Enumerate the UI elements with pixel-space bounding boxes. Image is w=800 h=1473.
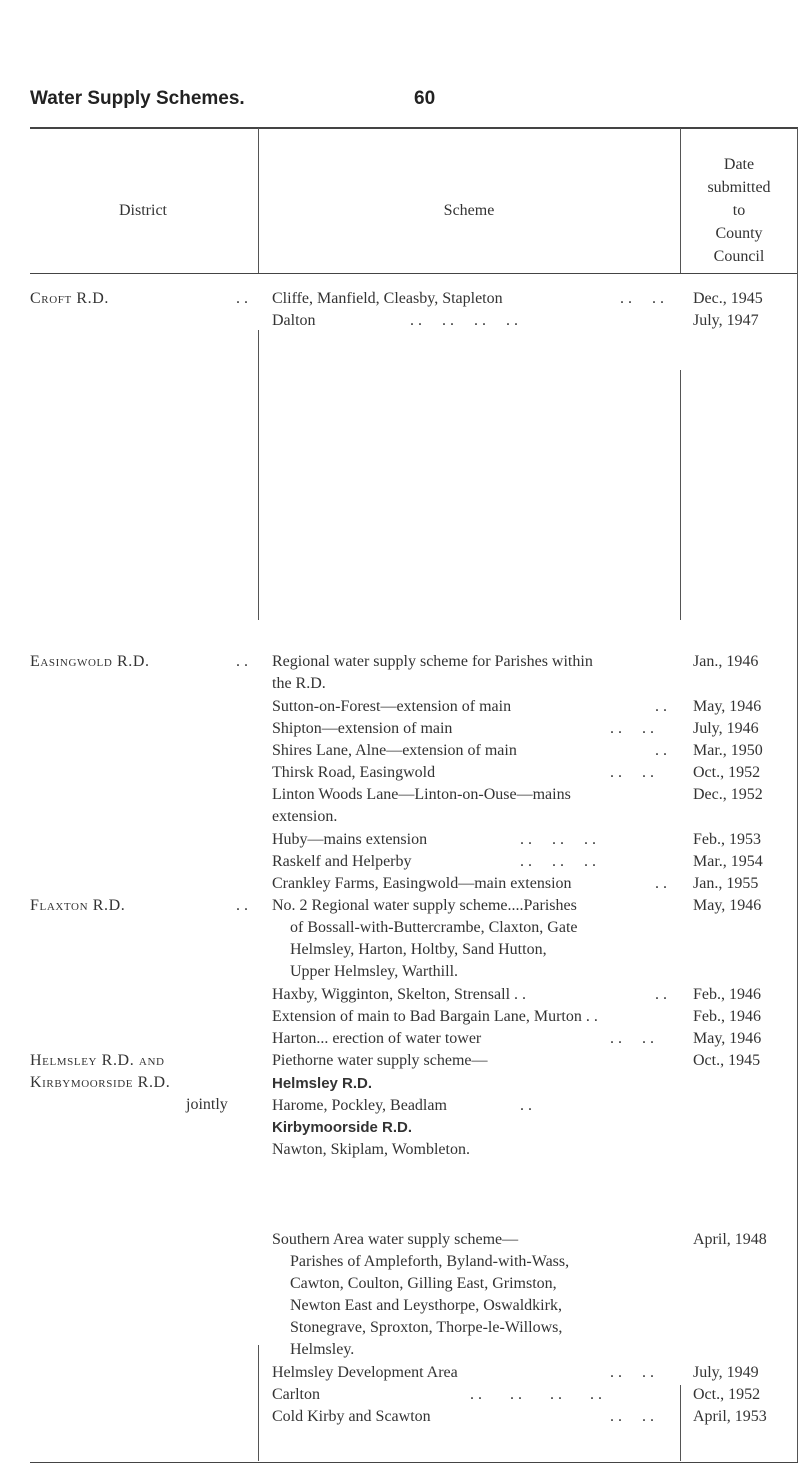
column-divider-4 (680, 1385, 681, 1461)
date-cell: Jan., 1946 (693, 653, 759, 670)
leader-dots: . . . . (610, 1030, 654, 1047)
scheme-cell: Linton Woods Lane—Linton-on-Ouse—mains (272, 786, 571, 803)
leader-dots: . . . . . . (520, 853, 596, 870)
sub-heading-helmsley: Helmsley R.D. (272, 1075, 373, 1092)
district-helmsley-kirbymoorside: jointly (186, 1096, 228, 1113)
date-cell: Dec., 1945 (693, 290, 763, 307)
scheme-cell: Thirsk Road, Easingwold (272, 764, 436, 781)
scheme-cell: Extension of main to Bad Bargain Lane, Murton . . (272, 1008, 598, 1025)
column-heading-district: District (119, 202, 167, 219)
date-cell: May, 1946 (693, 897, 762, 914)
district-flaxton: Flaxton R.D. (30, 897, 126, 914)
leader-dots: . . . . (610, 1364, 654, 1381)
date-cell: Oct., 1952 (693, 1386, 761, 1403)
date-cell: April, 1948 (693, 1231, 767, 1248)
district-leader-dots: . . (236, 897, 248, 914)
column-heading-date (682, 153, 796, 268)
table-bottom-rule (30, 1462, 798, 1463)
column-divider-1 (258, 128, 259, 273)
scheme-cell: Cold Kirby and Scawton (272, 1408, 431, 1425)
column-divider-3 (258, 1345, 259, 1461)
leader-dots: . . (655, 742, 667, 759)
leader-dots: . . . . . . . . (470, 1386, 602, 1403)
date-cell: July, 1947 (693, 312, 759, 329)
date-cell: April, 1953 (693, 1408, 767, 1425)
leader-dots: . . . . (610, 720, 654, 737)
scheme-cell: Harton... erection of water tower (272, 1030, 482, 1047)
table-header-rule (30, 273, 798, 274)
column-heading-date-line: submitted (707, 179, 771, 196)
scheme-cell-continuation: Helmsley. (290, 1341, 355, 1358)
scheme-cell: Huby—mains extension (272, 831, 428, 848)
scheme-cell: Cliffe, Manfield, Cleasby, Stapleton (272, 290, 503, 307)
date-cell: Feb., 1946 (693, 1008, 761, 1025)
column-heading-scheme: Scheme (443, 202, 495, 219)
scheme-cell: Carlton (272, 1386, 320, 1403)
date-cell: Oct., 1945 (693, 1052, 761, 1069)
date-cell: Dec., 1952 (693, 786, 763, 803)
scheme-cell: Harome, Pockley, Beadlam (272, 1097, 447, 1114)
column-heading-date-line: Council (713, 248, 765, 265)
scheme-cell-continuation: Upper Helmsley, Warthill. (290, 963, 459, 980)
leader-dots: . . . . . . . . (410, 312, 518, 329)
leader-dots: . . (655, 986, 667, 1003)
scheme-cell-continuation: extension. (272, 808, 338, 825)
sub-heading-kirbymoorside: Kirbymoorside R.D. (272, 1119, 413, 1136)
scheme-cell-continuation: Parishes of Ampleforth, Byland-with-Wass, (290, 1253, 570, 1270)
column-divider-1b (258, 330, 259, 620)
column-heading-date-line: to (732, 202, 746, 219)
scheme-cell-continuation: Helmsley, Harton, Holtby, Sand Hutton, (290, 941, 547, 958)
column-heading-date-line: County (715, 225, 763, 242)
date-cell: July, 1949 (693, 1364, 759, 1381)
scheme-cell-continuation: Newton East and Leysthorpe, Oswaldkirk, (290, 1297, 562, 1314)
leader-dots: . . (520, 1097, 532, 1114)
district-helmsley-kirbymoorside: Helmsley R.D. and (30, 1052, 165, 1069)
date-cell: May, 1946 (693, 698, 762, 715)
district-leader-dots: . . (236, 290, 248, 307)
date-cell: Mar., 1954 (693, 853, 763, 870)
date-cell: Mar., 1950 (693, 742, 763, 759)
running-title: Water Supply Schemes. (30, 88, 245, 109)
scheme-cell: No. 2 Regional water supply scheme....Parishes (272, 897, 577, 914)
date-cell: May, 1946 (693, 1030, 762, 1047)
column-divider-2 (680, 128, 681, 273)
date-cell: Oct., 1952 (693, 764, 761, 781)
date-cell: July, 1946 (693, 720, 759, 737)
right-border (797, 128, 798, 1462)
table-top-rule (30, 127, 798, 129)
scheme-cell: Dalton (272, 312, 316, 329)
scheme-cell: Regional water supply scheme for Parishes within (272, 653, 593, 670)
column-divider-2b (680, 370, 681, 620)
leader-dots: . . (655, 875, 667, 892)
scheme-cell: Sutton-on-Forest—extension of main (272, 698, 512, 715)
scheme-cell: Southern Area water supply scheme— (272, 1231, 519, 1248)
scheme-cell: Raskelf and Helperby (272, 853, 412, 870)
district-easingwold: Easingwold R.D. (30, 653, 150, 670)
scheme-cell: Shires Lane, Alne—extension of main (272, 742, 517, 759)
scheme-cell: Shipton—extension of main (272, 720, 453, 737)
scheme-cell: Piethorne water supply scheme— (272, 1052, 488, 1069)
leader-dots: . . . . . . (520, 831, 596, 848)
scheme-cell: Nawton, Skiplam, Wombleton. (272, 1141, 470, 1158)
page-number: 60 (414, 88, 436, 109)
scheme-cell-continuation: Cawton, Coulton, Gilling East, Grimston, (290, 1275, 557, 1292)
leader-dots: . . . . (610, 1408, 654, 1425)
scheme-cell-continuation: Stonegrave, Sproxton, Thorpe-le-Willows, (290, 1319, 563, 1336)
column-heading-date-line: Date (723, 156, 755, 173)
leader-dots: . . (655, 698, 667, 715)
date-cell: Feb., 1953 (693, 831, 761, 848)
district-helmsley-kirbymoorside: Kirbymoorside R.D. (30, 1074, 171, 1091)
scheme-cell-continuation: the R.D. (272, 675, 326, 692)
scheme-cell: Haxby, Wigginton, Skelton, Strensall . . (272, 986, 527, 1003)
leader-dots: . . . . (620, 290, 664, 307)
leader-dots: . . . . (610, 764, 654, 781)
district-croft: Croft R.D. (30, 290, 110, 307)
date-cell: Feb., 1946 (693, 986, 761, 1003)
scheme-cell-continuation: of Bossall-with-Buttercrambe, Claxton, Gate (290, 919, 578, 936)
scheme-cell: Helmsley Development Area (272, 1364, 458, 1381)
date-cell: Jan., 1955 (693, 875, 759, 892)
scheme-cell: Crankley Farms, Easingwold—main extension (272, 875, 572, 892)
district-leader-dots: . . (236, 653, 248, 670)
